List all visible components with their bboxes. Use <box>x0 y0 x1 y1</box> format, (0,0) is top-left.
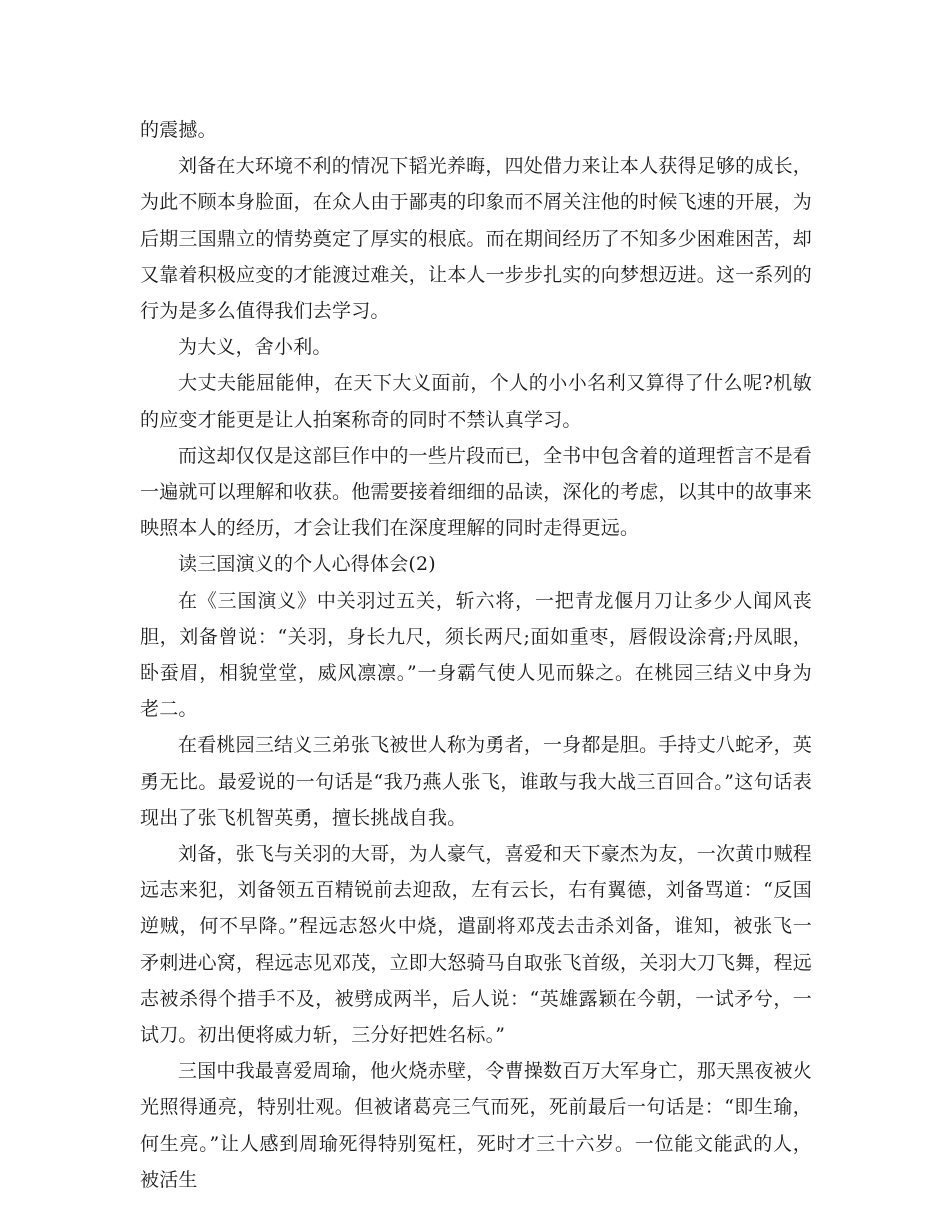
paragraph-3: 为大义，舍小利。 <box>178 336 332 359</box>
paragraph-9: 刘备，张飞与关羽的大哥，为人豪气，喜爱和天下豪杰为友，一次黄巾贼程远志来犯，刘备领五百精锐前去迎敌，左有云长，右有翼德，刘备骂道：“反国逆贼，何不早降。”程远志怒火中烧，遣副将邓茂去击杀刘备，谁知，被张飞一矛刺进心窝，程远志见邓茂，立即大怒骑马自取张飞首级，关羽大刀飞舞，程远志被杀得个措手不及，被劈成两半，后人说：“英雄露颖在今朝，一试矛兮，一试刀。初出便将威力斩，三分好把姓名标。” <box>140 843 813 1047</box>
paragraph-10: 三国中我最喜爱周瑜，他火烧赤壁，令曹操数百万大军身亡，那天黑夜被火光照得通亮，特别壮观。但被诸葛亮三气而死，死前最后一句话是：“即生瑜，何生亮。”让人感到周瑜死得特别冤枉，死时才三十六岁。一位能文能武的人，被活生 <box>140 1060 812 1191</box>
paragraph-2: 刘备在大环境不利的情况下韬光养晦，四处借力来让本人获得足够的成长，为此不顾本身脸面，在众人由于鄙夷的印象而不屑关注他的时候飞速的开展，为后期三国鼎立的情势奠定了厚实的根底。而在期间经历了不知多少困难困苦，却又靠着积极应变的才能渡过难关，让本人一步步扎实的向梦想迈进。这一系列的行为是多么值得我们去学习。 <box>140 155 813 323</box>
paragraph-5: 而这却仅仅是这部巨作中的一些片段而已，全书中包含着的道理哲言不是看一遍就可以理解和收获。他需要接着细细的品读，深化的考虑，以其中的故事来映照本人的经历，才会让我们在深度理解的同时走得更远。 <box>140 444 813 540</box>
paragraph-4: 大丈夫能屈能伸，在天下大义面前，个人的小小名利又算得了什么呢?机敏的应变才能更是让人拍案称奇的同时不禁认真学习。 <box>140 372 812 431</box>
document-body <box>140 112 812 1198</box>
paragraph-1: 的震撼。 <box>140 119 217 141</box>
paragraph-8: 在看桃园三结义三弟张飞被世人称为勇者，一身都是胆。手持丈八蛇矛，英勇无比。最爱说的一句话是“我乃燕人张飞，谁敢与我大战三百回合。”这句话表现出了张飞机智英勇，擅长挑战自我。 <box>140 734 812 829</box>
paragraph-7: 在《三国演义》中关羽过五关，斩六将，一把青龙偃月刀让多少人闻风丧胆，刘备曾说：“关羽，身长九尺，须长两尺;面如重枣，唇假设涂膏;丹凤眼，卧蚕眉，相貌堂堂，威风凛凛。”一身霸气使人见而躲之。在桃园三结义中身为老二。 <box>140 589 812 721</box>
section-heading: 读三国演义的个人心得体会(2) <box>178 553 436 576</box>
